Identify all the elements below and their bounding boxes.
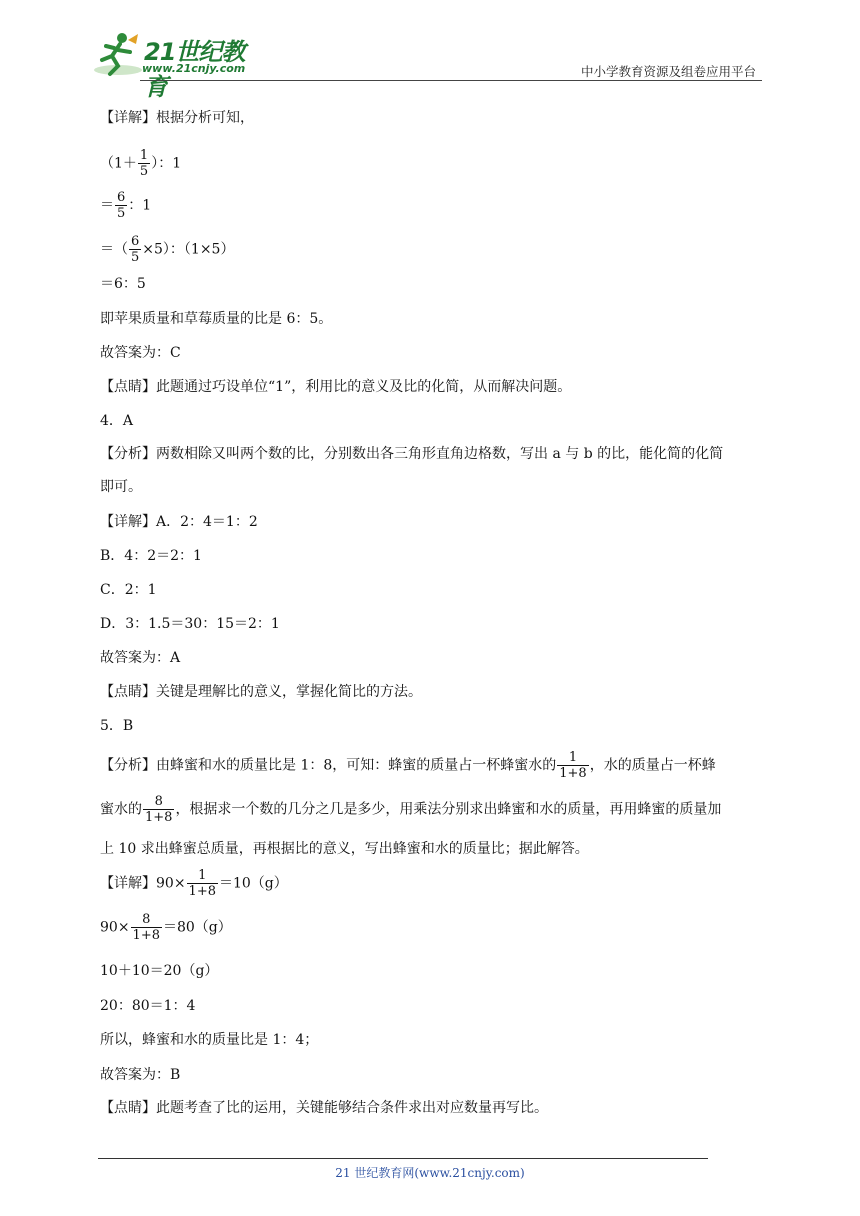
text-line: 【点睛】此题考查了比的运用，关键能够结合条件求出对应数量再写比。: [100, 1100, 548, 1116]
equation-line: ＝（ $\frac{6}{5}$ ×5）：（1×5）: [100, 234, 235, 265]
page-footer: 21 世纪教育网(www.21cnjy.com): [335, 1166, 525, 1180]
text-line: 【分析】两数相除又叫两个数的比，分别数出各三角形直角边格数，写出 a 与 b 的比，能化简的化简: [100, 446, 724, 462]
fraction: $\frac{1}{5}$: [139, 148, 149, 179]
text-line: B．4：2＝2：1: [100, 548, 202, 564]
text-line: 上 10 求出蜂蜜总质量，再根据比的意义，写出蜂蜜和水的质量比；据此解答。: [100, 841, 589, 857]
equation-line: ＝ $\frac{6}{5}$ ：1: [100, 190, 152, 221]
text-line: 【点睛】此题通过巧设单位“1”，利用比的意义及比的化简，从而解决问题。: [100, 379, 572, 395]
equation-line: 90× $\frac{8}{1+8}$ ＝80（g）: [100, 912, 232, 943]
logo: [92, 30, 262, 101]
fraction: $\frac{1}{1+8}$: [188, 868, 216, 899]
footer-divider: [98, 1158, 708, 1159]
text-line: 即苹果质量和草莓质量的比是 6：5。: [100, 311, 333, 327]
answer-line: 故答案为：B: [100, 1067, 181, 1083]
fraction: $\frac{6}{5}$: [131, 234, 140, 265]
answer-line: 故答案为：A: [100, 650, 181, 666]
question-number: 5．B: [100, 718, 134, 734]
fraction: $\frac{8}{1+8}$: [132, 912, 160, 943]
logo-url: www.21cnjy.com: [142, 62, 246, 75]
text-line: 即可。: [100, 479, 142, 495]
page-header: [0, 0, 860, 101]
header-platform-text: 中小学教育资源及组卷应用平台: [580, 64, 756, 79]
logo-text: 21世纪教育: [144, 38, 245, 101]
fraction: $\frac{6}{5}$: [117, 190, 126, 221]
runner-logo-icon: [92, 30, 144, 78]
question-number: 4．A: [100, 413, 134, 429]
answer-line: 故答案为：C: [100, 345, 181, 361]
fraction: $\frac{1}{1+8}$: [559, 750, 587, 781]
fraction: $\frac{8}{1+8}$: [145, 794, 173, 825]
text-line: C．2：1: [100, 582, 157, 598]
equation-line: 10＋10＝20（g）: [100, 963, 219, 979]
text-line: 蜜水的 $\frac{8}{1+8}$ ，根据求一个数的几分之几是多少，用乘法分别求出蜂蜜和水的质量，再用蜂蜜的质量加: [100, 794, 722, 825]
text-line: 所以，蜂蜜和水的质量比是 1：4；: [100, 1032, 319, 1048]
text-line: 【分析】由蜂蜜和水的质量比是 1：8，可知：蜂蜜的质量占一杯蜂蜜水的 $\frac{1}{1+8}$ ，水的质量占一杯蜂: [100, 750, 716, 781]
equation-line: 20：80＝1：4: [100, 998, 196, 1014]
text-line: 【详解】根据分析可知，: [100, 110, 254, 126]
text-line: D．3：1.5＝30：15＝2：1: [100, 616, 280, 632]
text-line: 【点睛】关键是理解比的意义，掌握化简比的方法。: [100, 684, 422, 700]
equation-line: ＝6：5: [100, 276, 146, 292]
equation-line: 【详解】90× $\frac{1}{1+8}$ ＝10（g）: [100, 868, 288, 899]
equation-line: （1＋ $\frac{1}{5}$ ）：1: [100, 148, 182, 179]
header-divider: [140, 80, 762, 81]
text-line: 【详解】A．2：4＝1：2: [100, 514, 258, 530]
